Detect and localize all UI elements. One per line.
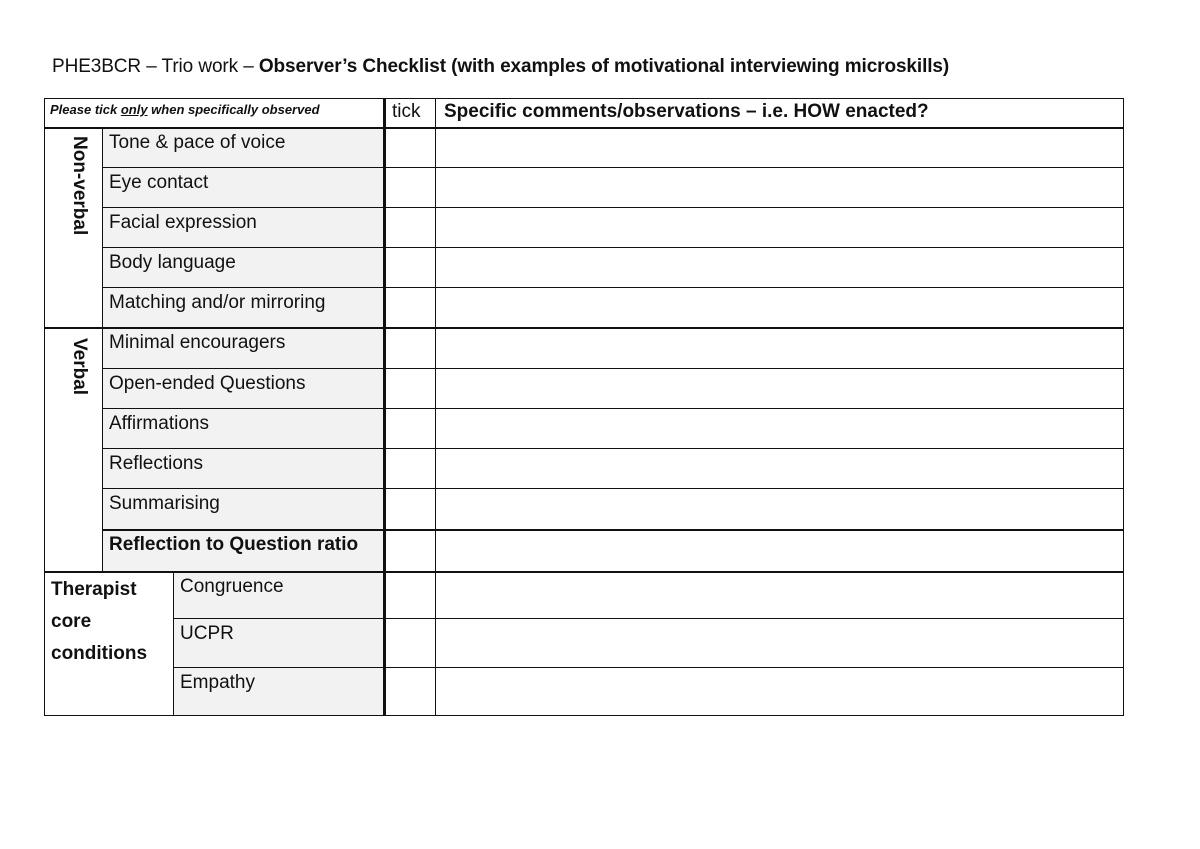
- tick-cell[interactable]: [385, 328, 436, 369]
- tick-cell[interactable]: [385, 572, 436, 619]
- comment-cell[interactable]: [437, 668, 1124, 716]
- item-summarising: Summarising: [102, 489, 384, 530]
- row-divider: [173, 618, 1124, 619]
- item-minimal-encouragers: Minimal encouragers: [102, 328, 384, 369]
- tick-cell[interactable]: [385, 369, 436, 409]
- item-ucpr: UCPR: [173, 619, 384, 668]
- row-divider: [102, 488, 1124, 489]
- core-label-line-3: conditions: [51, 643, 148, 664]
- group-label-divider: [102, 128, 103, 572]
- row-divider: [102, 287, 1124, 288]
- tick-cell[interactable]: [385, 449, 436, 489]
- table-border-left: [44, 98, 45, 716]
- comment-cell[interactable]: [437, 168, 1124, 208]
- tick-cell[interactable]: [385, 168, 436, 208]
- document-title: [52, 56, 949, 78]
- tick-cell[interactable]: [385, 288, 436, 328]
- tick-cell[interactable]: [385, 530, 436, 572]
- title-checklist: Observer’s Checklist (with examples of motivational interviewing microskills): [258, 56, 950, 77]
- item-eye-contact: Eye contact: [102, 168, 384, 208]
- tick-cell[interactable]: [385, 248, 436, 288]
- group-label-nonverbal: Non-verbal: [69, 136, 90, 236]
- tick-cell[interactable]: [385, 489, 436, 530]
- tick-cell[interactable]: [385, 619, 436, 668]
- row-divider: [102, 448, 1124, 449]
- title-course: PHE3BCR – Trio work –: [52, 56, 259, 77]
- row-divider: [102, 408, 1124, 409]
- tick-cell[interactable]: [385, 208, 436, 248]
- item-reflections: Reflections: [102, 449, 384, 489]
- comment-cell[interactable]: [437, 572, 1124, 619]
- item-open-ended-questions: Open-ended Questions: [102, 369, 384, 409]
- core-label-divider: [173, 572, 174, 716]
- core-label-line-1: Therapist: [51, 579, 137, 600]
- row-divider: [173, 667, 1124, 668]
- comment-cell[interactable]: [437, 619, 1124, 668]
- core-label-line-2: core: [51, 611, 92, 632]
- instruction-pre: Please tick: [50, 102, 121, 117]
- table-border-right: [1123, 98, 1124, 716]
- header-divider: [44, 127, 1124, 129]
- group-divider: [44, 327, 1124, 329]
- comment-cell[interactable]: [437, 369, 1124, 409]
- tick-cell[interactable]: [385, 409, 436, 449]
- tick-cell[interactable]: [385, 128, 436, 168]
- group-label-core-conditions: [44, 572, 173, 716]
- comment-cell[interactable]: [437, 409, 1124, 449]
- comment-cell[interactable]: [437, 489, 1124, 530]
- table-border-bottom: [44, 715, 1124, 716]
- comment-cell[interactable]: [437, 288, 1124, 328]
- instruction-emphasis: only: [120, 102, 148, 117]
- group-label-verbal: Verbal: [69, 338, 90, 396]
- comment-cell[interactable]: [437, 208, 1124, 248]
- label-tick-divider: [383, 98, 386, 716]
- comment-cell[interactable]: [437, 328, 1124, 369]
- item-facial-expression: Facial expression: [102, 208, 384, 248]
- tick-cell[interactable]: [385, 668, 436, 716]
- comment-cell[interactable]: [437, 128, 1124, 168]
- header-comments: Specific comments/observations – i.e. HOW enacted?: [444, 101, 929, 122]
- tick-comment-divider: [435, 98, 436, 716]
- item-body-language: Body language: [102, 248, 384, 288]
- header-tick: tick: [392, 101, 421, 122]
- row-divider: [102, 529, 1124, 531]
- row-divider: [102, 207, 1124, 208]
- table-border-top: [44, 98, 1124, 99]
- row-divider: [102, 247, 1124, 248]
- instruction-post: when specifically observed: [147, 102, 320, 117]
- observer-checklist-table: [44, 98, 1124, 716]
- item-reflection-question-ratio: Reflection to Question ratio: [102, 530, 384, 572]
- header-instruction: [44, 98, 384, 128]
- item-empathy: Empathy: [173, 668, 384, 716]
- item-congruence: Congruence: [173, 572, 384, 619]
- group-divider: [44, 571, 1124, 573]
- row-divider: [102, 167, 1124, 168]
- comment-cell[interactable]: [437, 449, 1124, 489]
- row-divider: [102, 368, 1124, 369]
- item-affirmations: Affirmations: [102, 409, 384, 449]
- item-matching-mirroring: Matching and/or mirroring: [102, 288, 384, 328]
- comment-cell[interactable]: [437, 530, 1124, 572]
- item-tone-pace: Tone & pace of voice: [102, 128, 384, 168]
- comment-cell[interactable]: [437, 248, 1124, 288]
